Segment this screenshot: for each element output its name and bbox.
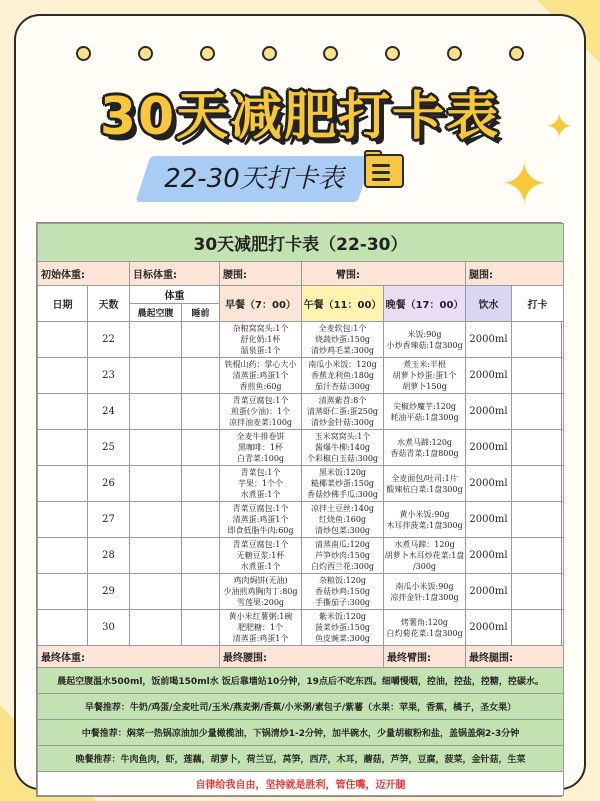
- waist-field[interactable]: 腰围:: [220, 262, 302, 286]
- table-row: [38, 466, 564, 502]
- folder-icon: [364, 150, 408, 190]
- note-breakfast: 早餐推荐：牛奶/鸡蛋/全麦吐司/玉米/燕麦粥/香蕉/小米粥/素包子/紫薯（水果：苹果，香蕉，橘子，圣女果）: [38, 694, 564, 720]
- dinner-cell: 水煮马蹄：120g 胡萝卜木耳炒花菜:1盘 /300g: [384, 538, 466, 574]
- dinner-cell: 尖椒炒魔芋:120g 耗油平菇:1盘300g: [384, 394, 466, 430]
- water-cell: 2000ml: [466, 358, 512, 394]
- day-number: 28: [88, 538, 130, 574]
- lunch-cell: 南瓜小米饭：120g 香蕉龙利鱼:180g 茄汁杏菇:300g: [302, 358, 384, 394]
- date-cell[interactable]: [38, 610, 88, 646]
- table-row: [38, 574, 564, 610]
- header-dinner: 晚餐（17：00）: [384, 286, 466, 322]
- table-row: [38, 358, 564, 394]
- morning-weight-cell[interactable]: [130, 574, 182, 610]
- binder-dots: [76, 46, 524, 61]
- header-weight: 体重: [130, 286, 220, 304]
- checkin-table: [37, 223, 564, 796]
- final-waist-field[interactable]: 最终腰围:: [220, 646, 384, 668]
- dinner-cell: 烤薯角:120g 白灼菊花菜:1盘300g: [384, 610, 466, 646]
- breakfast-cell: 青菜豆腐包:1个 清蒸蛋:鸡蛋1个 即食低脂牛肉:60g: [220, 502, 302, 538]
- date-cell[interactable]: [38, 394, 88, 430]
- breakfast-cell: 鸡肉焗饼(无油) 少油煎鸡胸肉丁:80g 雪莲果:200g: [220, 574, 302, 610]
- breakfast-cell: 全麦牛排卷饼 黑咖啡：1杯 白青菜:100g: [220, 430, 302, 466]
- dinner-cell: 黄小米饭:90g 木耳拌菠菜:1盘300g: [384, 502, 466, 538]
- final-leg-field[interactable]: 最终腿围:: [466, 646, 564, 668]
- breakfast-cell: 青菜包:1个 芋果：1个个 水煮蛋:1个: [220, 466, 302, 502]
- checkin-cell[interactable]: [512, 358, 564, 394]
- breakfast-cell: 青菜豆腐包:1个 无糖豆浆:1杯 水煮蛋:1个: [220, 538, 302, 574]
- lunch-cell: 玉米窝窝头:1个 酱爆牛柳:140g 个彩椒白玉菇:300g: [302, 430, 384, 466]
- breakfast-cell: 杂粮窝窝头:1个 舒化奶:1杯 温泉蛋:1个: [220, 322, 302, 358]
- header-morning-weight: 晨起空腹: [130, 304, 182, 322]
- header-lunch: 午餐（11：00）: [302, 286, 384, 322]
- lunch-cell: 清蒸南瓜:120g 芦笋炒肉:150g 白灼西兰花:300g: [302, 538, 384, 574]
- dinner-cell: 米饭:90g 小炒香辣菇:1盘300g: [384, 322, 466, 358]
- night-weight-cell[interactable]: [182, 538, 220, 574]
- water-cell: 2000ml: [466, 502, 512, 538]
- water-cell: 2000ml: [466, 394, 512, 430]
- checkin-sheet: [36, 222, 562, 797]
- table-row: [38, 538, 564, 574]
- note-lunch: 中餐推荐：焖菜一热锅凉油加少量橄榄油，下锅清炒1-2分钟，加半碗水，少量胡椒粉和盐，盖锅盖焖2-3分钟: [38, 720, 564, 746]
- checkin-cell[interactable]: [512, 538, 564, 574]
- lunch-cell: 紫米饭:120g 菠菜炒蛋:150g 鱼皮豌菜:300g: [302, 610, 384, 646]
- night-weight-cell[interactable]: [182, 394, 220, 430]
- table-row: [38, 430, 564, 466]
- table-row: [38, 394, 564, 430]
- table-row: [38, 610, 564, 646]
- lunch-cell: 清蒸紫苕:8个 清蒸虾仁蛋:蛋250g 清炒金针菇:300g: [302, 394, 384, 430]
- binder-dot: [509, 46, 524, 61]
- lunch-cell: 全麦软包:1个 烧蔬炒蛋:150g 清炒鸡毛菜:300g: [302, 322, 384, 358]
- night-weight-cell[interactable]: [182, 502, 220, 538]
- binder-dot: [138, 46, 153, 61]
- night-weight-cell[interactable]: [182, 610, 220, 646]
- night-weight-cell[interactable]: [182, 466, 220, 502]
- header-day: 天数: [88, 286, 130, 322]
- morning-weight-cell[interactable]: [130, 466, 182, 502]
- checkin-cell[interactable]: [512, 322, 564, 358]
- arm-field[interactable]: 臂围:: [302, 262, 466, 286]
- dinner-cell: 煮玉米:半根 胡萝卜炒蛋:蛋1个 胡萝卜150g: [384, 358, 466, 394]
- water-cell: 2000ml: [466, 574, 512, 610]
- header-night-weight: 睡前: [182, 304, 220, 322]
- day-number: 26: [88, 466, 130, 502]
- water-cell: 2000ml: [466, 322, 512, 358]
- note-dinner: 晚餐推荐：牛肉鱼肉，虾，莲藕，胡萝卜，荷兰豆，莴笋，西芹，木耳，蘑菇，芦笋，豆腐，菠菜，金针菇，生菜: [38, 746, 564, 772]
- binder-dot: [385, 46, 400, 61]
- night-weight-cell[interactable]: [182, 430, 220, 466]
- header-date: 日期: [38, 286, 88, 322]
- date-cell[interactable]: [38, 538, 88, 574]
- leg-field[interactable]: 腿围:: [466, 262, 564, 286]
- morning-weight-cell[interactable]: [130, 394, 182, 430]
- binder-dot: [200, 46, 215, 61]
- checkin-cell[interactable]: [512, 610, 564, 646]
- dinner-cell: 南瓜小米饭:90g 凉拌金针:1盘300g: [384, 574, 466, 610]
- day-number: 23: [88, 358, 130, 394]
- breakfast-cell: 铁棍山药：掌心大小 清蒸蛋:鸡蛋1个 香煎鱼:60g: [220, 358, 302, 394]
- date-cell[interactable]: [38, 322, 88, 358]
- morning-weight-cell[interactable]: [130, 430, 182, 466]
- checkin-cell[interactable]: [512, 502, 564, 538]
- water-cell: 2000ml: [466, 466, 512, 502]
- morning-weight-cell[interactable]: [130, 358, 182, 394]
- motto: 自律给我自由，坚持就是胜利，管住嘴，迈开腿: [38, 772, 564, 796]
- day-number: 25: [88, 430, 130, 466]
- final-weight-field[interactable]: 最终体重:: [38, 646, 220, 668]
- sparkle-icon: ✦: [545, 107, 574, 147]
- dinner-cell: 全麦面包/吐司:1片 酸辣杭白菜:1盘300g: [384, 466, 466, 502]
- header-checkin: 打卡: [512, 286, 564, 322]
- checkin-cell[interactable]: [512, 430, 564, 466]
- date-cell[interactable]: [38, 358, 88, 394]
- water-cell: 2000ml: [466, 610, 512, 646]
- checkin-cell[interactable]: [512, 574, 564, 610]
- water-cell: 2000ml: [466, 430, 512, 466]
- sparkle-icon: ✦: [500, 150, 549, 218]
- breakfast-cell: 青菜豆腐包:1个 煎蛋(少油)：1个 凉拌油麦菜:100g: [220, 394, 302, 430]
- header-breakfast: 早餐（7：00）: [220, 286, 302, 322]
- day-number: 27: [88, 502, 130, 538]
- binder-dot: [262, 46, 277, 61]
- day-number: 30: [88, 610, 130, 646]
- initial-weight-field[interactable]: 初始体重:: [38, 262, 130, 286]
- day-rows: [38, 322, 564, 646]
- sheet-title: 30天减肥打卡表（22-30）: [38, 224, 564, 262]
- subtitle-banner: [143, 156, 365, 202]
- water-cell: 2000ml: [466, 538, 512, 574]
- binder-dot: [447, 46, 462, 61]
- night-weight-cell[interactable]: [182, 322, 220, 358]
- morning-weight-cell[interactable]: [130, 610, 182, 646]
- day-number: 29: [88, 574, 130, 610]
- note-general: 晨起空腹温水500ml，饭前喝150ml水 饭后靠墙站10分钟，19点后不吃东西。细嚼慢咽，控油，控盐，控糖，控碳水。: [38, 668, 564, 694]
- lunch-cell: 杂粮饭:120g 香菇炒鸡:150g 手撕茄子:300g: [302, 574, 384, 610]
- final-arm-field[interactable]: 最终臂围:: [384, 646, 466, 668]
- dinner-cell: 水煮马蹄:120g 香菇青菜:1盘800g: [384, 430, 466, 466]
- binder-dot: [76, 46, 91, 61]
- poster-subtitle: 22-30天打卡表: [164, 164, 344, 194]
- date-cell[interactable]: [38, 502, 88, 538]
- date-cell[interactable]: [38, 466, 88, 502]
- target-weight-field[interactable]: 目标体重:: [130, 262, 220, 286]
- day-number: 24: [88, 394, 130, 430]
- poster-title: 30天减肥打卡表: [99, 87, 501, 147]
- morning-weight-cell[interactable]: [130, 322, 182, 358]
- lunch-cell: 凉拌土豆丝:140g 红烧鱼:160g 清炒包菜:300g: [302, 502, 384, 538]
- breakfast-cell: 黄小米红薯粥:1碗 肥肥糖：1个 清蒸蛋:鸡蛋1个: [220, 610, 302, 646]
- night-weight-cell[interactable]: [182, 358, 220, 394]
- date-cell[interactable]: [38, 430, 88, 466]
- morning-weight-cell[interactable]: [130, 502, 182, 538]
- binder-dot: [323, 46, 338, 61]
- checkin-cell[interactable]: [512, 394, 564, 430]
- lunch-cell: 黑米饭:120g 糙椰菜炒蛋:150g 香菇炒佛手瓜:300g: [302, 466, 384, 502]
- table-row: [38, 322, 564, 358]
- date-cell[interactable]: [38, 574, 88, 610]
- night-weight-cell[interactable]: [182, 574, 220, 610]
- table-row: [38, 502, 564, 538]
- morning-weight-cell[interactable]: [130, 538, 182, 574]
- header-water: 饮水: [466, 286, 512, 322]
- day-number: 22: [88, 322, 130, 358]
- checkin-cell[interactable]: [512, 466, 564, 502]
